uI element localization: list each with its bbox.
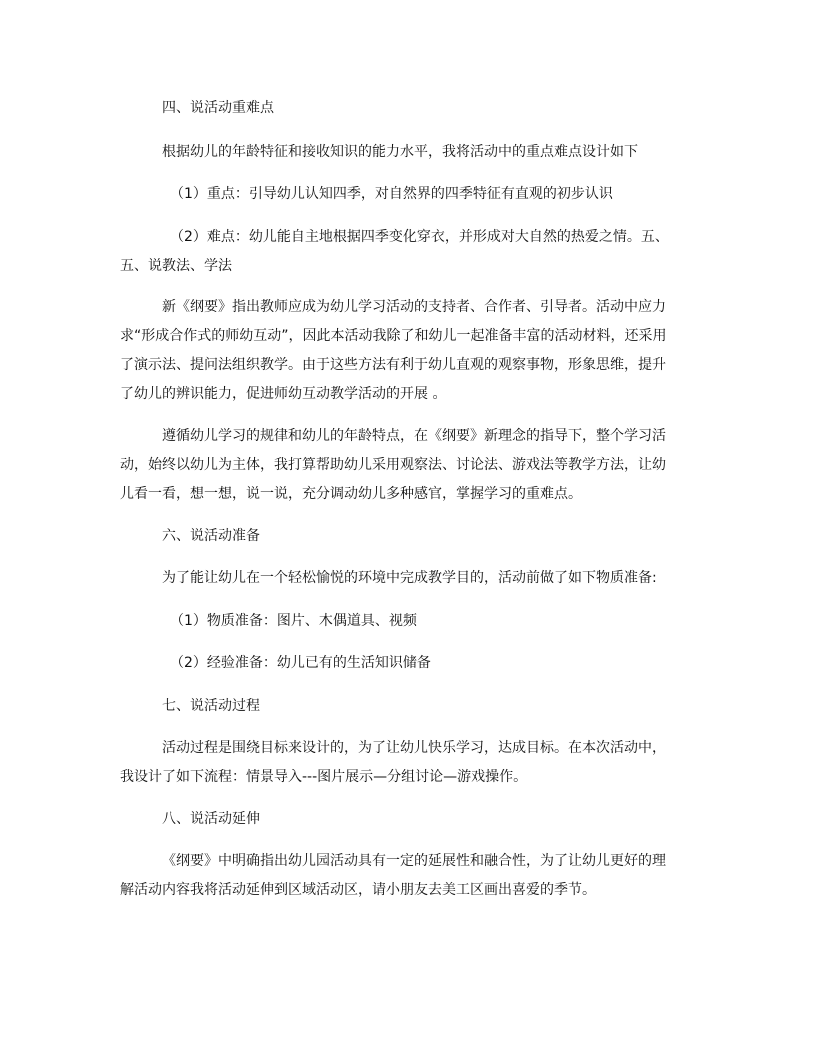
section4-intro: 根据幼儿的年龄特征和接收知识的能力水平，我将活动中的重点难点设计如下	[162, 144, 638, 160]
section5-para2-line: 动，始终以幼儿为主体，我打算帮助幼儿采用观察法、讨论法、游戏法等教学方法，让幼	[120, 457, 666, 473]
section5-para2-line: 儿看一看，想一想，说一说，充分调动幼儿多种感官，掌握学习的重难点。	[120, 486, 582, 502]
section7-para-line: 我设计了如下流程：情景导入---图片展示—分组讨论—游戏操作。	[120, 769, 528, 785]
section5-para1-line: 新《纲要》指出教师应成为幼儿学习活动的支持者、合作者、引导者。活动中应力	[162, 299, 666, 315]
section6-item-experience: （2）经验准备：幼儿已有的生活知识储备	[170, 655, 431, 671]
section5-heading: 五、说教法、学法	[120, 258, 232, 274]
section4-heading: 四、说活动重难点	[162, 100, 274, 116]
section7-heading: 七、说活动过程	[162, 698, 260, 714]
section5-para1-line: 了演示法、提问法组织教学。由于这些方法有利于幼儿直观的观察事物，形象思维，提升	[120, 357, 666, 373]
section5-para1-line: 了幼儿的辨识能力，促进师幼互动教学活动的开展 。	[120, 386, 447, 402]
section4-point-key: （1）重点：引导幼儿认知四季，对自然界的四季特征有直观的初步认识	[170, 186, 613, 202]
section6-item-material: （1）物质准备：图片、木偶道具、视频	[170, 613, 417, 629]
section8-para-line: 解活动内容我将活动延伸到区域活动区，请小朋友去美工区画出喜爱的季节。	[120, 882, 596, 898]
section8-para-line: 《纲要》中明确指出幼儿园活动具有一定的延展性和融合性，为了让幼儿更好的理	[162, 853, 666, 869]
section4-point-difficulty: （2）难点：幼儿能自主地根据四季变化穿衣，并形成对大自然的热爱之情。五、	[170, 229, 669, 245]
section5-para1-line: 求“形成合作式的师幼互动”，因此本活动我除了和幼儿一起准备丰富的活动材料，还采用	[120, 328, 667, 344]
section7-para-line: 活动过程是围绕目标来设计的，为了让幼儿快乐学习，达成目标。在本次活动中，	[162, 740, 666, 756]
section5-para2-line: 遵循幼儿学习的规律和幼儿的年龄特点，在《纲要》新理念的指导下，整个学习活	[162, 428, 666, 444]
section6-heading: 六、说活动准备	[162, 528, 260, 544]
section8-heading: 八、说活动延伸	[162, 811, 260, 827]
section6-intro: 为了能让幼儿在一个轻松愉悦的环境中完成教学目的，活动前做了如下物质准备:	[162, 570, 657, 586]
